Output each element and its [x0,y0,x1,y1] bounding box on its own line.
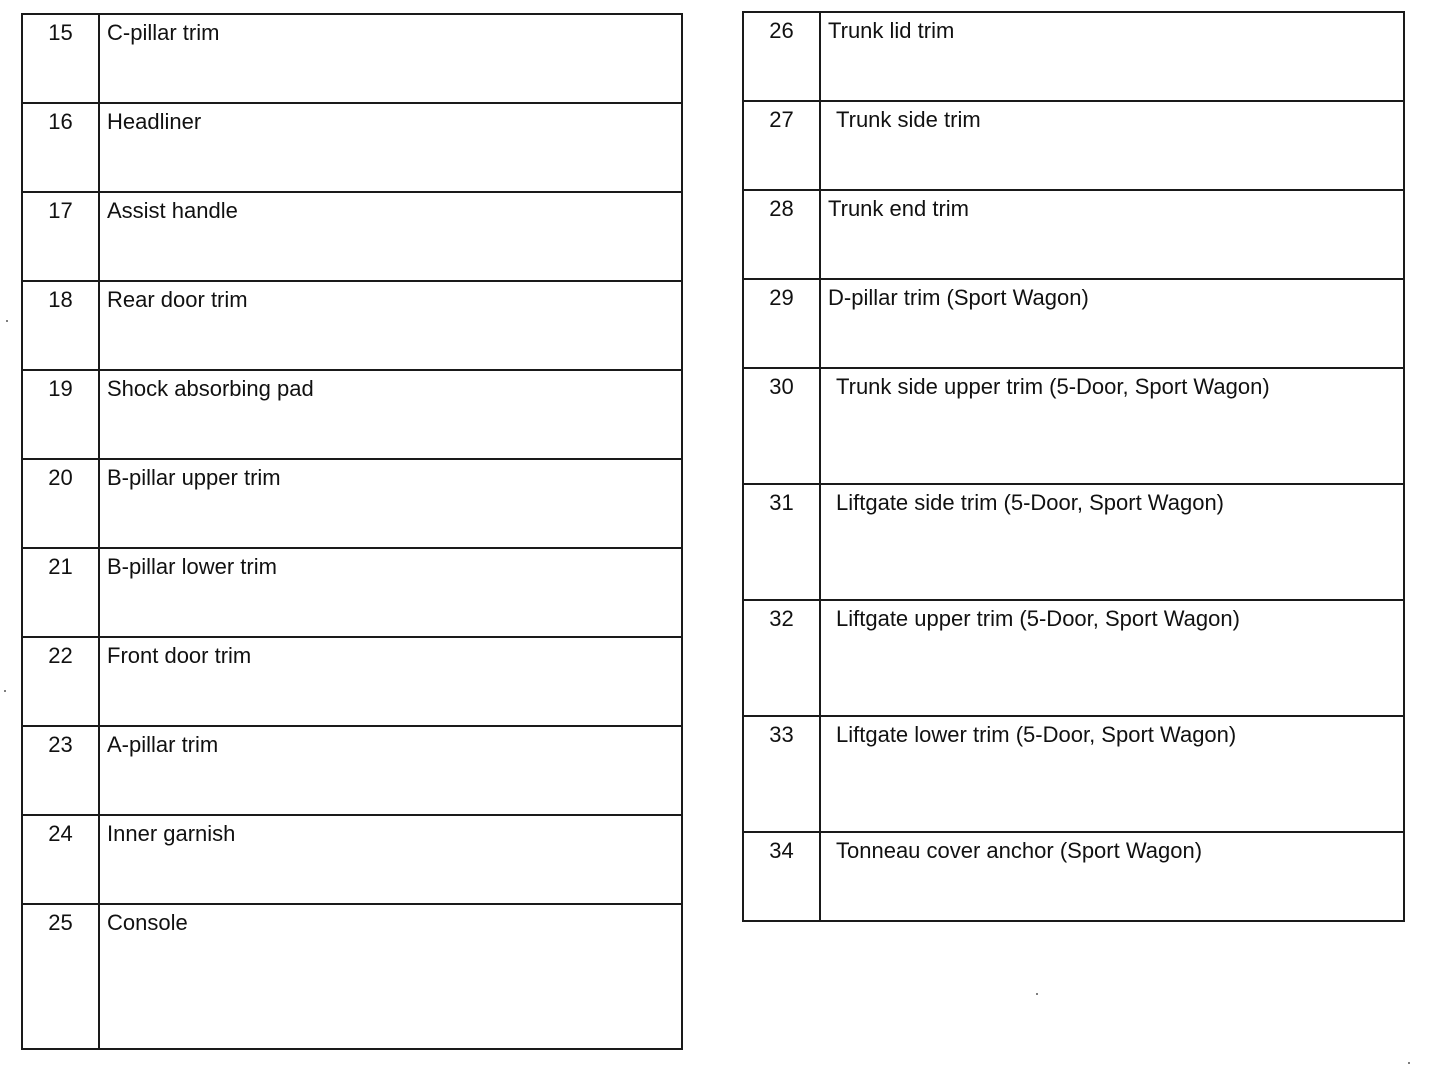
item-number: 20 [22,459,99,548]
item-description: D-pillar trim (Sport Wagon) [820,279,1404,368]
item-number: 17 [22,192,99,281]
item-description: Liftgate upper trim (5-Door, Sport Wagon) [820,600,1404,716]
item-description: A-pillar trim [99,726,682,815]
table-row [22,637,682,726]
item-description: C-pillar trim [99,14,682,103]
item-number: 19 [22,370,99,459]
table-row [743,832,1404,921]
item-number: 30 [743,368,820,484]
item-number: 33 [743,716,820,832]
item-number: 25 [22,904,99,1049]
item-description: B-pillar upper trim [99,459,682,548]
item-description: B-pillar lower trim [99,548,682,637]
table-row [22,904,682,1049]
table-row [743,716,1404,832]
parts-table-left [21,13,683,1050]
table-row [743,279,1404,368]
table-row [22,459,682,548]
item-number: 18 [22,281,99,370]
item-number: 24 [22,815,99,904]
item-number: 23 [22,726,99,815]
item-description: Rear door trim [99,281,682,370]
item-number: 22 [22,637,99,726]
table-row [743,368,1404,484]
item-description: Trunk lid trim [820,12,1404,101]
item-description: Trunk side trim [820,101,1404,190]
item-description: Trunk end trim [820,190,1404,279]
table-row [743,101,1404,190]
item-description: Console [99,904,682,1049]
scan-speck [1036,993,1038,995]
item-description: Tonneau cover anchor (Sport Wagon) [820,832,1404,921]
table-row [22,815,682,904]
item-number: 29 [743,279,820,368]
item-number: 27 [743,101,820,190]
table-row [22,14,682,103]
item-description: Front door trim [99,637,682,726]
table-row [22,103,682,192]
item-number: 21 [22,548,99,637]
item-number: 26 [743,12,820,101]
item-description: Liftgate side trim (5-Door, Sport Wagon) [820,484,1404,600]
table-row [22,281,682,370]
item-number: 28 [743,190,820,279]
item-description: Shock absorbing pad [99,370,682,459]
item-number: 16 [22,103,99,192]
item-number: 32 [743,600,820,716]
item-description: Inner garnish [99,815,682,904]
table-row [22,192,682,281]
item-number: 34 [743,832,820,921]
item-description: Trunk side upper trim (5-Door, Sport Wagon) [820,368,1404,484]
table-row [22,726,682,815]
item-number: 31 [743,484,820,600]
item-description: Headliner [99,103,682,192]
scan-speck [1408,1062,1410,1064]
scan-speck [6,320,8,322]
item-description: Liftgate lower trim (5-Door, Sport Wagon) [820,716,1404,832]
table-row [22,370,682,459]
table-row [22,548,682,637]
parts-table-right [742,11,1405,922]
scan-speck [4,690,6,692]
table-row [743,600,1404,716]
table-row [743,190,1404,279]
item-description: Assist handle [99,192,682,281]
table-row [743,484,1404,600]
table-row [743,12,1404,101]
item-number: 15 [22,14,99,103]
